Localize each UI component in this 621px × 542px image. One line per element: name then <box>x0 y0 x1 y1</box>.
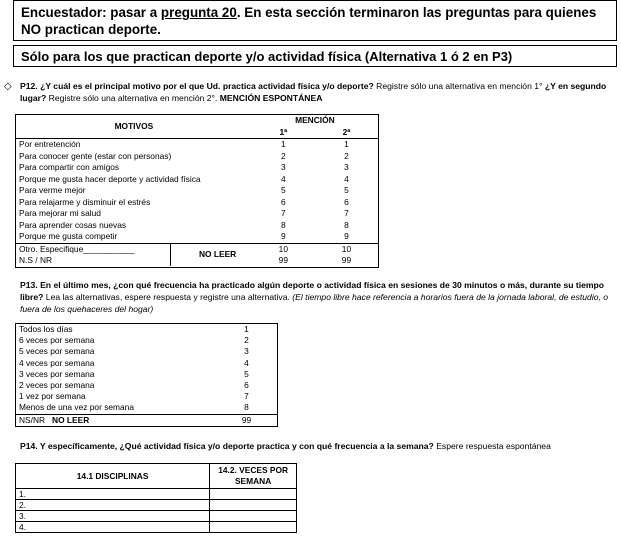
row-code[interactable]: 2 <box>244 335 249 346</box>
question-p13 <box>20 279 616 315</box>
row-label: Porque me gusta competir <box>16 231 252 243</box>
row-label: 6 veces por semana <box>19 335 95 346</box>
row-code[interactable]: 99 <box>241 414 252 425</box>
row-code[interactable]: 5 <box>281 185 286 196</box>
p12-text-b: Registre sólo una alternativa en mención 1° <box>373 81 543 91</box>
instruction-link-pregunta-20: pregunta 20 <box>160 5 237 20</box>
col-mencion-1: 1ª <box>252 127 315 139</box>
row-label: Porque me gusta hacer deporte y actividad física <box>19 173 201 184</box>
p12-label: P12. <box>20 81 38 91</box>
table-row <box>16 324 278 336</box>
row-code[interactable]: 6 <box>244 380 249 391</box>
p13-text-b: Lea las alternativas, espere respuesta y registre una alternativa. <box>43 292 290 302</box>
table-row <box>16 391 278 402</box>
row-code[interactable]: 5 <box>344 185 349 196</box>
row-code[interactable]: 99 <box>278 255 288 266</box>
question-p14 <box>20 440 616 452</box>
row-code[interactable]: 10 <box>341 243 352 254</box>
table-row <box>16 380 278 391</box>
veces-cell[interactable] <box>210 522 297 533</box>
table-row <box>16 414 278 426</box>
p13-table <box>15 323 278 427</box>
p14-label: P14. <box>20 441 38 451</box>
nsnr-row <box>16 249 252 267</box>
table-row <box>16 197 379 209</box>
row-label: Para conocer gente (estar con personas) <box>19 150 172 161</box>
row-label: Para verme mejor <box>19 185 86 196</box>
table-row <box>16 511 297 522</box>
table-row <box>16 346 278 357</box>
p12-text-e: MENCIÓN ESPONTÁNEA <box>217 93 323 103</box>
col-motivos: MOTIVOS <box>16 115 252 139</box>
question-p12 <box>20 80 616 104</box>
row-code[interactable]: 3 <box>344 162 349 173</box>
col-mencion: MENCIÓN <box>295 115 335 126</box>
row-label: Por entretención <box>19 139 81 150</box>
row-label: Todos los días <box>19 324 73 335</box>
p12-text-c: ¿Y en segundo lugar? <box>20 81 607 103</box>
row-number[interactable]: 4. <box>16 522 210 533</box>
table-row <box>16 185 379 197</box>
table-row <box>16 489 297 500</box>
instruction-text-b: . En esta sección terminaron las preguntas para quienes NO practican deporte. <box>21 5 597 37</box>
row-code[interactable]: 7 <box>244 391 249 402</box>
p12-text-a: ¿Y cuál es el principal motivo por el que Ud. practica actividad física y/o deporte? <box>37 81 374 91</box>
row-label: 4 veces por semana <box>19 357 95 368</box>
row-label: 2 veces por semana <box>19 380 95 391</box>
row-label: Para relajarme y disminuir el estrés <box>19 196 151 207</box>
row-code[interactable]: 10 <box>278 243 288 254</box>
row-code[interactable]: 2 <box>344 150 349 161</box>
table-row <box>16 402 278 414</box>
section-title: Sólo para los que practican deporte y/o actividad física (Alternativa 1 ó 2 en P3) <box>21 49 513 64</box>
row-label: Menos de una vez por semana <box>16 402 217 414</box>
table-row <box>16 220 379 232</box>
table-row <box>16 522 297 533</box>
row-label: N.S / NR <box>19 255 53 266</box>
p14-text-a: Y específicamente, ¿Qué actividad física y/o deporte practica y con qué frecuencia a la semana? <box>37 441 434 451</box>
row-number[interactable]: 2. <box>16 500 210 511</box>
row-code[interactable]: 7 <box>281 208 286 219</box>
row-label: NS/NR <box>19 414 46 425</box>
row-code[interactable]: 1 <box>244 324 249 335</box>
row-code[interactable]: 6 <box>281 196 286 207</box>
instruction-box <box>13 0 617 41</box>
table-row <box>16 335 278 346</box>
table-row <box>16 358 278 369</box>
row-label: Otro. Especifique___________ <box>19 243 135 254</box>
row-code[interactable]: 3 <box>281 162 286 173</box>
p14-table <box>15 463 297 533</box>
row-code[interactable]: 1 <box>344 139 349 150</box>
no-leer-label: NO LEER <box>170 249 252 266</box>
row-code[interactable]: 4 <box>244 357 249 368</box>
row-code[interactable]: 8 <box>281 219 286 230</box>
p14-text-b: Espere respuesta espontánea <box>433 441 551 451</box>
row-code[interactable]: 9 <box>252 231 315 243</box>
instruction-text-a: Encuestador: pasar a <box>21 5 161 20</box>
veces-cell[interactable] <box>210 511 297 522</box>
p13-text-a: En el último mes, ¿con qué frecuencia ha practicado algún deporte o actividad física en sesiones de 30 minutos o más, durante su tiempo libre? <box>20 280 605 302</box>
row-code[interactable]: 1 <box>281 139 286 150</box>
table-row <box>16 255 379 267</box>
p13-text-c: (El tiempo libre hace referencia a horarios fuera de la jornada laboral, de estudio, o fuera de los quehaceres del hogar) <box>20 292 609 314</box>
no-leer-label: NO LEER <box>52 414 90 425</box>
nsnr-row <box>16 414 217 426</box>
row-label: Para aprender cosas nuevas <box>19 219 127 230</box>
col-disciplinas: 14.1 DISCIPLINAS <box>16 464 210 489</box>
row-code[interactable]: 99 <box>341 255 352 266</box>
row-code[interactable]: 5 <box>244 368 249 379</box>
p13-label: P13. <box>20 280 38 290</box>
col-veces-por-semana: 14.2. VECES POR SEMANA <box>210 464 297 489</box>
row-code[interactable]: 8 <box>216 402 278 414</box>
row-code[interactable]: 9 <box>315 231 379 243</box>
table-row <box>16 139 379 151</box>
table-row <box>16 208 379 220</box>
row-label: 3 veces por semana <box>19 368 95 379</box>
table-row <box>16 174 379 186</box>
diamond-icon: ◇ <box>4 81 12 92</box>
p12-text-d: Registre sólo una alternativa en mención 2°. <box>46 93 218 103</box>
table-row <box>16 162 379 174</box>
table-row <box>16 231 379 243</box>
veces-cell[interactable] <box>210 489 297 500</box>
row-number[interactable]: 3. <box>16 511 210 522</box>
veces-cell[interactable] <box>210 500 297 511</box>
row-code[interactable]: 7 <box>344 208 349 219</box>
table-row <box>16 151 379 163</box>
p12-table <box>15 114 379 268</box>
col-mencion-2: 2ª <box>315 127 379 139</box>
row-number[interactable]: 1. <box>16 489 210 500</box>
row-label: Para compartir con amigos <box>19 162 120 173</box>
section-title-box <box>13 45 617 67</box>
row-code[interactable]: 4 <box>344 173 349 184</box>
row-label: 1 vez por semana <box>19 391 86 402</box>
row-label: Para mejorar mi salud <box>19 208 101 219</box>
row-code[interactable]: 3 <box>244 346 249 357</box>
row-code[interactable]: 6 <box>344 196 349 207</box>
table-row <box>16 369 278 380</box>
row-code[interactable]: 2 <box>281 150 286 161</box>
row-code[interactable]: 8 <box>344 219 349 230</box>
row-code[interactable]: 4 <box>281 173 286 184</box>
row-label: 5 veces por semana <box>19 346 95 357</box>
table-row <box>16 500 297 511</box>
